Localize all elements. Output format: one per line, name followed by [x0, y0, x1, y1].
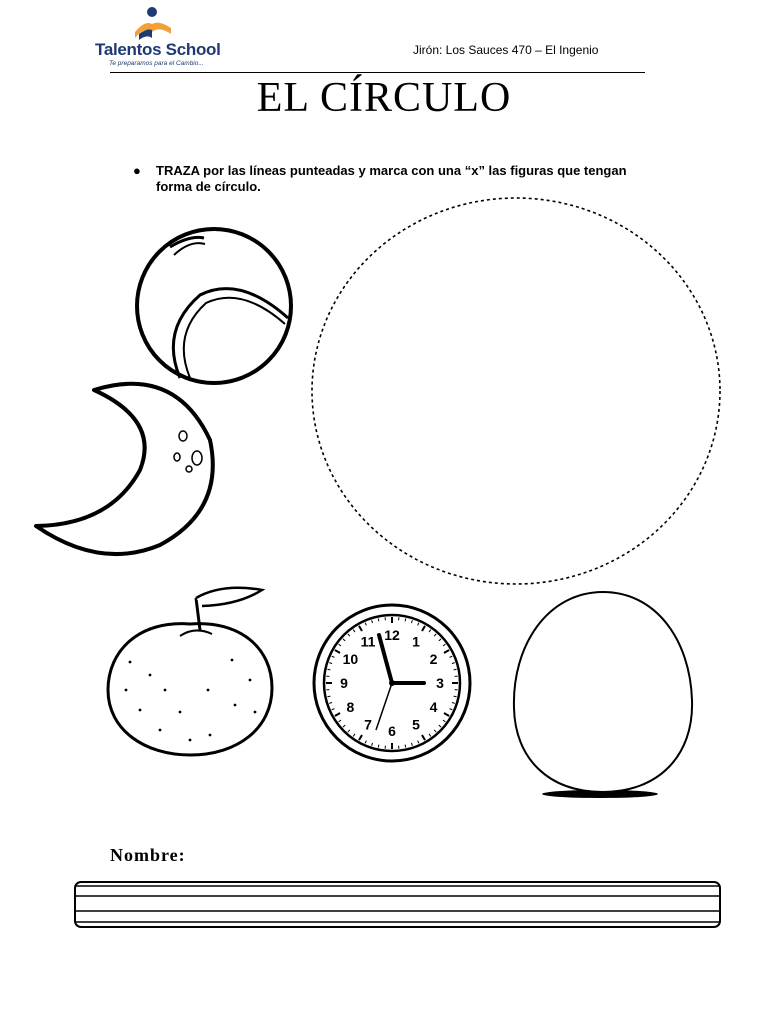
- name-writing-lines[interactable]: [75, 882, 720, 927]
- crescent-moon[interactable]: [36, 384, 213, 554]
- egg[interactable]: [514, 592, 692, 798]
- name-label: Nombre:: [110, 845, 186, 865]
- clock[interactable]: [314, 605, 470, 761]
- dotted-circle[interactable]: [312, 198, 720, 584]
- page-title: EL CÍRCULO: [256, 75, 512, 121]
- clock-tick: [378, 618, 379, 621]
- clock-tick: [327, 669, 330, 670]
- clock-number: 8: [346, 699, 355, 715]
- clock-number: 11: [360, 633, 376, 650]
- clock-tick: [378, 745, 379, 748]
- logo-name: Talentos School: [95, 40, 221, 59]
- clock-number: 7: [364, 716, 372, 733]
- clock-tick: [405, 745, 406, 748]
- clock-tick: [327, 696, 330, 697]
- clock-tick: [405, 618, 406, 621]
- clock-number: 3: [436, 675, 444, 691]
- clock-number: 5: [412, 716, 420, 733]
- instruction-text: TRAZA por las líneas punteadas y marca con una “x” las figuras que tengan forma de círculo.: [156, 163, 627, 194]
- school-address: Jirón: Los Sauces 470 – El Ingenio: [413, 43, 599, 57]
- bullet-icon: ●: [133, 163, 141, 178]
- clock-number: 9: [340, 675, 348, 691]
- clock-number: 4: [429, 699, 438, 715]
- logo-tagline: Te preparamos para el Cambio...: [109, 60, 204, 67]
- clock-number: 2: [429, 651, 438, 667]
- clock-number: 10: [342, 651, 359, 667]
- tennis-ball[interactable]: [137, 229, 291, 383]
- clock-tick: [454, 696, 457, 697]
- clock-number: 1: [412, 633, 420, 650]
- clock-tick: [454, 669, 457, 670]
- clock-number: 12: [384, 627, 400, 643]
- clock-number: 6: [388, 723, 396, 739]
- orange[interactable]: [108, 588, 272, 755]
